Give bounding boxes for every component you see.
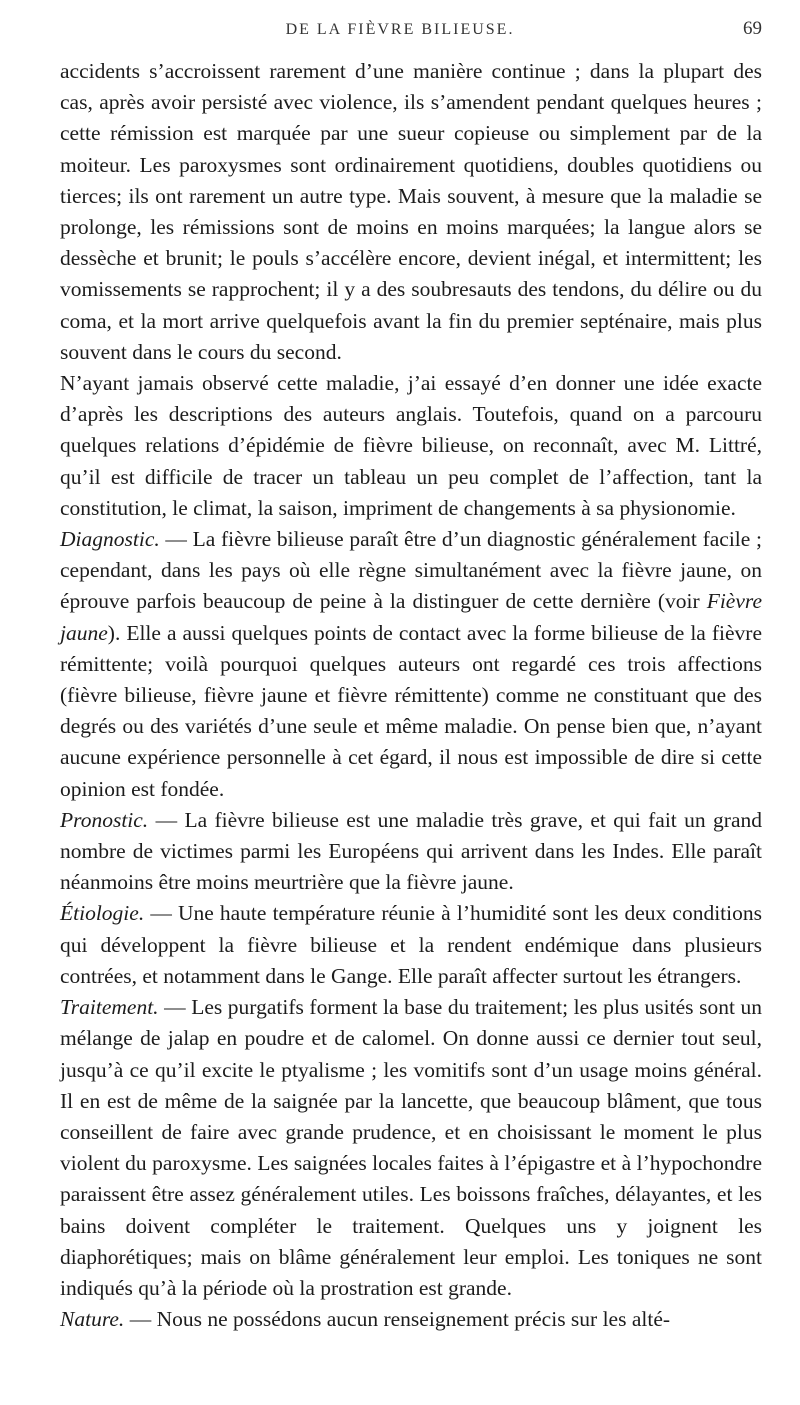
paragraph-etiologie	[60, 898, 762, 992]
paragraph-text: accidents s’accroissent rarement d’une manière continue ; dans la plupart des cas, après avoir persisté avec violence, ils s’amendent pendant quelques heures ; cette rémission est marquée par une sueur copieuse ou simplement par de la moiteur. Les paroxysmes sont ordinairement quotidiens, doubles quotidiens ou tierces; ils ont rarement un autre type. Mais souvent, à mesure que la maladie se prolonge, les rémissions sont de moins en moins marquées; la langue alors se dessèche et brunit; le pouls s’accélère encore, devient inégal, et intermittent; les vomissements se rapprochent; il y a des soubresauts des tendons, du délire ou du coma, et la mort arrive quelquefois avant la fin du premier septénaire, mais plus souvent dans le cours du second.	[60, 59, 762, 364]
running-header	[0, 13, 800, 45]
paragraph-text: N’ayant jamais observé cette maladie, j’ai essayé d’en donner une idée exacte d’après les descriptions des auteurs anglais. Toutefois, quand on a parcouru quelques relations d’épidémie de fièvre bilieuse, on reconnaît, avec M. Littré, qu’il est difficile de tracer un tableau un peu complet de l’affection, tant la constitution, le climat, la saison, impriment de changements à sa physionomie.	[60, 371, 762, 520]
paragraph-pronostic	[60, 805, 762, 899]
page-number: 69	[743, 18, 762, 39]
paragraph-text: — La fièvre bilieuse paraît être d’un diagnostic généralement facile ; cependant, dans les pays où elle règne simultanément avec la fièvre jaune, on éprouve parfois beaucoup de peine à la distinguer de cette dernière (voir	[60, 527, 762, 614]
paragraph-observation	[60, 368, 762, 524]
paragraph-symptoms-continued	[60, 56, 762, 368]
section-heading-nature: Nature.	[60, 1307, 125, 1332]
section-heading-etiologie: Étiologie.	[60, 901, 145, 926]
cross-reference: Fièvre jaune	[60, 589, 762, 645]
paragraph-text: — La fièvre bilieuse est une maladie très grave, et qui fait un grand nombre de victimes parmi les Européens qui arrivent dans les Indes. Elle paraît néanmoins être moins meurtrière que la fièvre jaune.	[60, 807, 762, 895]
running-title: DE LA FIÈVRE BILIEUSE.	[285, 21, 515, 38]
paragraph-traitement	[60, 992, 762, 1304]
paragraph-nature	[60, 1304, 762, 1335]
paragraph-diagnostic	[60, 524, 762, 805]
section-heading-traitement: Traitement.	[60, 995, 159, 1020]
paragraph-text-tail: ). Elle a aussi quelques points de contact avec la forme bilieuse de la fièvre rémittente; voilà pourquoi quelques auteurs ont regardé ces trois affections (fièvre bilieuse, fièvre jaune et fièvre rémittente) comme ne constituant que des degrés ou des variétés d’une seule et même maladie. On pense bien que, n’ayant aucune expérience personnelle à cet égard, il nous est impossible de dire si cette opinion est fondée.	[60, 620, 762, 801]
section-heading-diagnostic: Diagnostic.	[60, 527, 160, 552]
paragraph-text: — Les purgatifs forment la base du traitement; les plus usités sont un mélange de jalap en poudre et de calomel. On donne aussi ce dernier tout seul, jusqu’à ce qu’il excite le ptyalisme ; les vomitifs sont d’un usage moins général. Il en est de même de la saignée par la lancette, que beaucoup blâment, que tous conseillent de faire avec grande prudence, et en choisissant le moment le plus violent du paroxysme. Les saignées locales faites à l’épigastre et à l’hypochondre paraissent être assez généralement utiles. Les boissons fraîches, délayantes, et les bains doivent compléter le traitement. Quelques uns y joignent les diaphorétiques; mais on blâme généralement leur emploi. Les toniques ne sont indiqués qu’à la période où la prostration est grande.	[60, 995, 762, 1300]
section-heading-pronostic: Pronostic.	[60, 807, 149, 832]
paragraph-text: — Nous ne possédons aucun renseignement précis sur les alté-	[124, 1307, 671, 1332]
body-text	[60, 56, 762, 1335]
paragraph-text: — Une haute température réunie à l’humidité sont les deux conditions qui développent la fièvre bilieuse et la rendent endémique dans plusieurs contrées, et notamment dans le Gange. Elle paraît affecter surtout les étrangers.	[60, 901, 762, 988]
